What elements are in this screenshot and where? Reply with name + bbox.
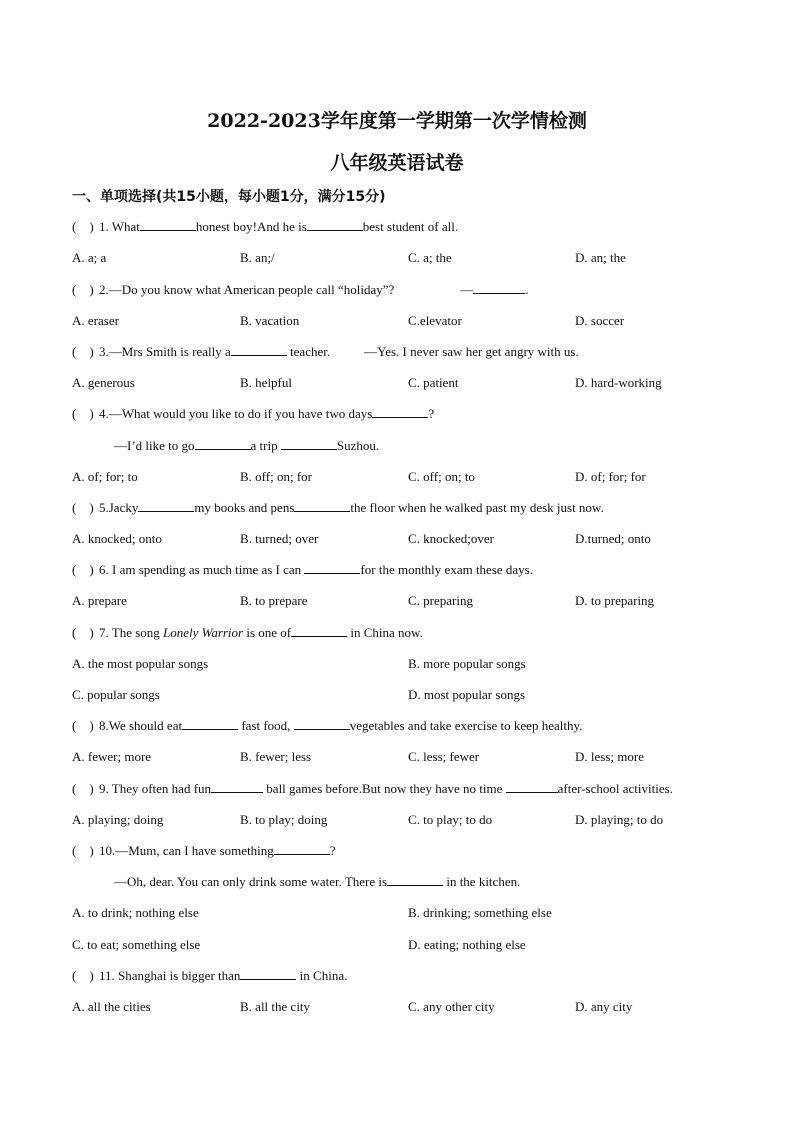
question-8: ( ) 8.We should eat fast food, vegetables and take exercise to keep healthy. — [72, 718, 583, 733]
option-b[interactable]: B. vacation — [240, 313, 300, 328]
option-a[interactable]: A. generous — [72, 375, 135, 390]
option-b[interactable]: B. drinking; something else — [408, 905, 552, 920]
answer-paren[interactable]: ( ) — [72, 718, 94, 733]
option-b[interactable]: B. fewer; less — [240, 749, 312, 764]
option-b[interactable]: B. all the city — [240, 999, 311, 1014]
option-a[interactable]: A. eraser — [72, 313, 119, 328]
section-heading: 一、单项选择(共15小题，每小题1分，满分15分) — [72, 189, 386, 205]
answer-blank[interactable] — [281, 438, 337, 450]
option-a[interactable]: A. a; a — [72, 250, 107, 265]
option-a[interactable]: A. knocked; onto — [72, 531, 162, 546]
answer-paren[interactable]: ( ) — [72, 968, 94, 983]
answer-paren[interactable]: ( ) — [72, 406, 94, 421]
option-c[interactable]: C. less; fewer — [408, 749, 480, 764]
option-b[interactable]: B. off; on; for — [240, 469, 312, 484]
answer-blank[interactable] — [182, 718, 238, 730]
question-11: ( ) 11. Shanghai is bigger than in China. — [72, 968, 348, 983]
answer-paren[interactable]: ( ) — [72, 282, 94, 297]
answer-blank[interactable] — [231, 344, 287, 356]
answer-paren[interactable]: ( ) — [72, 781, 94, 796]
exam-subtitle: 八年级英语试卷 — [330, 152, 464, 174]
option-a[interactable]: A. the most popular songs — [72, 656, 209, 671]
answer-blank[interactable] — [307, 219, 363, 231]
answer-blank[interactable] — [294, 718, 350, 730]
option-c[interactable]: C. to play; to do — [408, 812, 493, 827]
option-d[interactable]: D. soccer — [575, 313, 625, 328]
answer-paren[interactable]: ( ) — [72, 625, 94, 640]
option-c[interactable]: C. any other city — [408, 999, 495, 1014]
answer-paren[interactable]: ( ) — [72, 500, 94, 515]
option-d[interactable]: D. to preparing — [575, 593, 655, 608]
question-4: ( ) 4.—What would you like to do if you have two days ? — [72, 406, 435, 421]
question-6: ( ) 6. I am spending as much time as I can for the monthly exam these days. — [72, 562, 533, 577]
answer-paren[interactable]: ( ) — [72, 562, 94, 577]
option-a[interactable]: A. to drink; nothing else — [72, 905, 199, 920]
answer-blank[interactable] — [211, 781, 263, 793]
question-4-response: —I’d like to go a trip Suzhou. — [114, 438, 380, 453]
option-c[interactable]: C.elevator — [408, 313, 462, 328]
option-d[interactable]: D. eating; nothing else — [408, 937, 526, 952]
option-c[interactable]: C. a; the — [408, 250, 452, 265]
option-c[interactable]: C. popular songs — [72, 687, 160, 702]
option-a[interactable]: A. playing; doing — [72, 812, 164, 827]
option-c[interactable]: C. to eat; something else — [72, 937, 201, 952]
question-2: ( ) 2.—Do you know what American people call “holiday”? — . — [72, 282, 529, 297]
option-b[interactable]: B. helpful — [240, 375, 292, 390]
option-c[interactable]: C. off; on; to — [408, 469, 475, 484]
question-1: ( ) 1. What honest boy!And he is best student of all. — [72, 219, 459, 234]
option-d[interactable]: D.turned; onto — [575, 531, 651, 546]
option-a[interactable]: A. prepare — [72, 593, 127, 608]
option-d[interactable]: D. any city — [575, 999, 633, 1014]
option-d[interactable]: D. playing; to do — [575, 812, 664, 827]
option-d[interactable]: D. of; for; for — [575, 469, 646, 484]
answer-blank[interactable] — [240, 968, 296, 980]
option-b[interactable]: B. an;/ — [240, 250, 275, 265]
option-b[interactable]: B. more popular songs — [408, 656, 526, 671]
answer-blank[interactable] — [274, 843, 330, 855]
answer-blank[interactable] — [473, 282, 525, 294]
answer-paren[interactable]: ( ) — [72, 219, 94, 234]
question-5: ( ) 5.Jacky my books and pens the floor when he walked past my desk just now. — [72, 500, 604, 515]
answer-blank[interactable] — [291, 625, 347, 637]
answer-paren[interactable]: ( ) — [72, 843, 94, 858]
option-d[interactable]: D. an; the — [575, 250, 626, 265]
question-10-response: —Oh, dear. You can only drink some water. There is in the kitchen. — [114, 874, 521, 889]
answer-blank[interactable] — [304, 562, 360, 574]
option-c[interactable]: C. preparing — [408, 593, 473, 608]
answer-blank[interactable] — [138, 500, 194, 512]
option-d[interactable]: D. most popular songs — [408, 687, 525, 702]
exam-title: 2022-2023学年度第一学期第一次学情检测 — [207, 110, 587, 132]
answer-blank[interactable] — [195, 438, 251, 450]
option-c[interactable]: C. patient — [408, 375, 459, 390]
option-d[interactable]: D. less; more — [575, 749, 644, 764]
option-a[interactable]: A. all the cities — [72, 999, 151, 1014]
option-b[interactable]: B. to play; doing — [240, 812, 328, 827]
answer-blank[interactable] — [372, 406, 428, 418]
answer-blank[interactable] — [294, 500, 350, 512]
option-b[interactable]: B. turned; over — [240, 531, 319, 546]
answer-blank[interactable] — [140, 219, 196, 231]
option-a[interactable]: A. fewer; more — [72, 749, 152, 764]
answer-blank[interactable] — [387, 874, 443, 886]
option-d[interactable]: D. hard-working — [575, 375, 662, 390]
question-7: ( ) 7. The song Lonely Warrior is one of in China now. — [72, 625, 423, 640]
question-10: ( ) 10.—Mum, can I have something ? — [72, 843, 336, 858]
option-a[interactable]: A. of; for; to — [72, 469, 138, 484]
answer-blank[interactable] — [506, 781, 558, 793]
option-b[interactable]: B. to prepare — [240, 593, 308, 608]
option-c[interactable]: C. knocked;over — [408, 531, 494, 546]
question-9: ( ) 9. They often had fun ball games before.But now they have no time after-school activities. — [72, 781, 673, 796]
answer-paren[interactable]: ( ) — [72, 344, 94, 359]
question-3: ( ) 3.—Mrs Smith is really a teacher. —Yes. I never saw her get angry with us. — [72, 344, 579, 359]
